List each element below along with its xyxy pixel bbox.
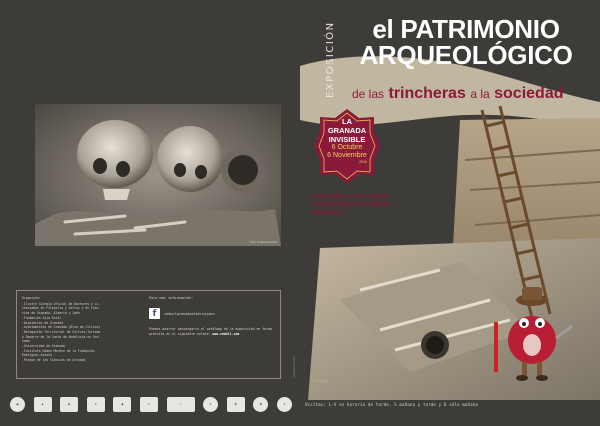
venue — [312, 193, 432, 217]
title-line-1: el PATRIMONIO — [372, 14, 560, 44]
subtitle-trincheras: trincheras — [388, 85, 466, 102]
logo-1: ◉ — [10, 397, 25, 412]
badge-text — [314, 117, 380, 164]
organizer-line: -Diputación de Granada — [22, 320, 63, 325]
spine-note: Fotografía: Portada — [293, 356, 296, 378]
info-heading: Para más información: — [149, 296, 194, 300]
logo-4: ● — [87, 397, 105, 412]
organizer-line: -Instituto Gómez Moreno de la Fundación — [22, 348, 95, 353]
organizer-line: -Fundación Caja Rural — [22, 315, 62, 320]
more-info — [149, 296, 279, 337]
organizers-list — [22, 296, 148, 363]
logo-8: ✶ — [203, 397, 218, 412]
badge-date-start: 6 Octubre — [331, 144, 363, 151]
organizer-line: nada — [22, 339, 30, 344]
logo-2: ▲ — [34, 397, 52, 412]
facebook-label: cedoclgranadaalmeriajaen — [164, 311, 215, 316]
badge-line-1: LA — [342, 117, 352, 126]
organizer-line: -Ilustre Colegio Oficial de Doctores y Li- — [22, 301, 101, 306]
badge-line-3: INVISIBLE — [328, 135, 366, 144]
venue-line-1: Sala Zaida en Puerta Real — [312, 193, 388, 200]
info-box — [16, 290, 281, 379]
web-link[interactable]: www.cedoll.com — [212, 332, 240, 336]
facebook-icon: f — [149, 308, 160, 319]
sponsor-logos — [10, 393, 292, 415]
photo-credit: Foto: Antonio Cortés — [249, 240, 277, 244]
organizer-line: Rodríguez-Acosta — [22, 353, 52, 358]
organizer-line: -Delegación Territorial de Cultura,Turismo — [22, 329, 101, 334]
venue-line-2: FUNDACIÓN CAJA RURAL — [312, 201, 391, 208]
exposicion-label: EXPOSICIÓN — [325, 21, 336, 99]
organizer-line: cenciados en Filosofía y Letras y en Cien- — [22, 306, 101, 311]
organizer-line: y Deporte de la Junta de Andalucía en Gra- — [22, 334, 101, 339]
logo-6: ✦ — [140, 397, 158, 412]
badge-year: 2016 — [359, 160, 367, 164]
subtitle-sociedad: sociedad — [494, 85, 564, 102]
badge-date-end: 6 Noviembre — [327, 152, 367, 159]
catalog-note-text: Puedes ahorrar descargarte el catálogo de la exposición en forma gratuita en el siguiente enlace: — [149, 327, 272, 336]
logo-10: ✹ — [253, 397, 268, 412]
catalog-note — [149, 327, 277, 337]
logo-9: ✚ — [227, 397, 245, 412]
organizer-line: -Universidad de Granada — [22, 344, 65, 349]
venue-line-3: GRANADA — [312, 209, 344, 216]
facebook-link[interactable] — [149, 308, 279, 319]
logo-3: ■ — [60, 397, 78, 412]
logo-11: ☀ — [277, 397, 292, 412]
title-line-2: ARQUEOLÓGICO — [359, 40, 573, 70]
subtitle-a-la: a la — [470, 87, 490, 101]
organizer-line: -Ayuntamiento de Granada (Área de Cultura) — [22, 325, 101, 330]
badge-line-2: GRANADA — [327, 126, 367, 135]
organizers-heading: Organizan: — [22, 296, 41, 300]
skulls-photo — [35, 104, 281, 246]
logo-7: ◇ — [167, 397, 195, 412]
organizer-line: -Parque de las Ciencias de Granada — [22, 358, 86, 363]
visiting-hours: Visitas: L-V en horario de tarde, S mañana y tarde y D sólo mañana — [305, 402, 478, 407]
photo-credit-right: Foto: José Luis — [311, 380, 328, 383]
logo-5: ◆ — [113, 397, 131, 412]
organizer-line: cias de Granada, Almería y Jaén — [22, 311, 80, 316]
subtitle — [352, 85, 564, 109]
subtitle-de-las: de las — [352, 87, 385, 101]
